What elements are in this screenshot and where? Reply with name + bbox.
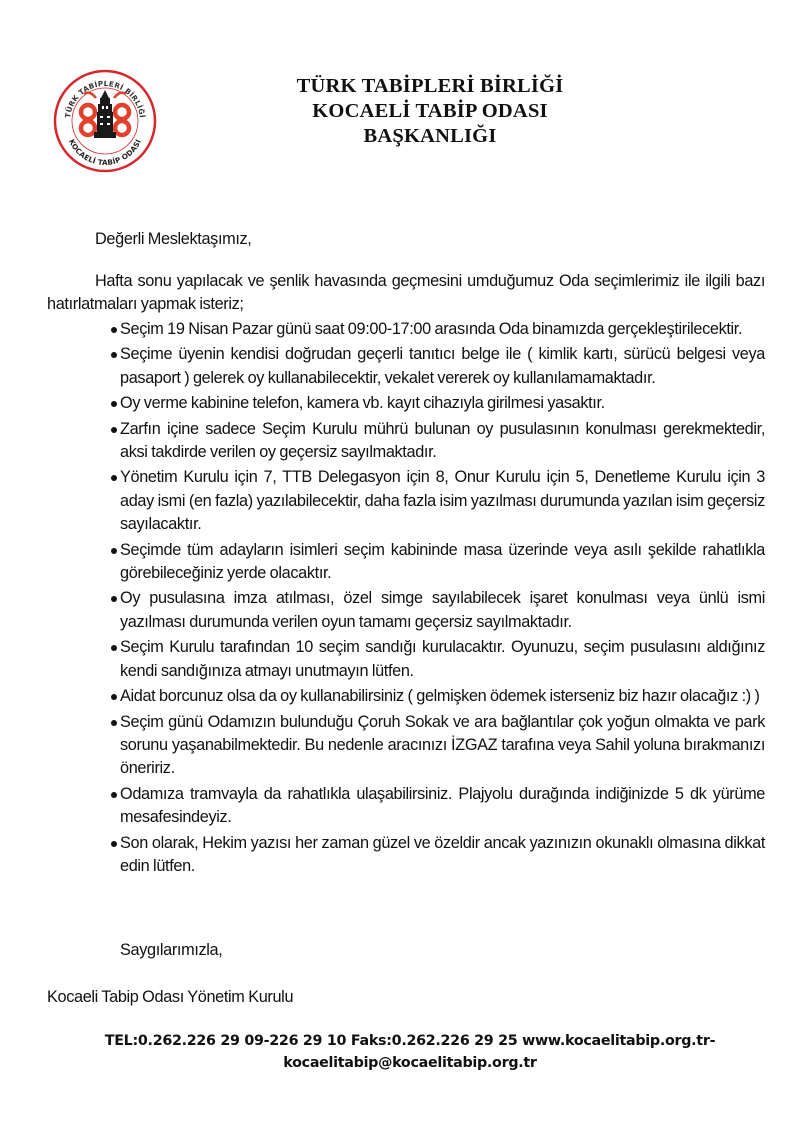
bullet-icon [111, 596, 117, 602]
bullet-icon [111, 475, 117, 481]
bullet-icon [111, 427, 117, 433]
reminder-list [98, 318, 765, 880]
kocaeli-tabip-odasi-emblem-icon [52, 68, 158, 174]
list-item [98, 587, 765, 634]
list-item-text: Oy verme kabinine telefon, kamera vb. kayıt cihazıyla girilmesi yasaktır. [120, 394, 605, 413]
list-item-text: Seçim Kurulu tarafından 10 seçim sandığı kurulacaktır. Oyunuzu, seçim pusulasını aldığınız kendi sandığınıza atmayı unutmayın lütfen. [120, 638, 765, 680]
list-item-text: Seçimde tüm adayların isimleri seçim kabininde masa üzerinde veya asılı şekilde rahatlıkla görebileceğiniz yerde olacaktır. [120, 540, 765, 583]
list-item [98, 711, 765, 781]
bullet-icon [111, 327, 117, 333]
signature: Kocaeli Tabip Odası Yönetim Kurulu [47, 988, 294, 1006]
bullet-icon [111, 720, 117, 726]
list-item [98, 466, 765, 536]
list-item [98, 392, 765, 415]
bullet-icon [111, 548, 117, 554]
header-line-organization: TÜRK TABİPLERİ BİRLİĞİ [296, 75, 564, 97]
list-item-text: Son olarak, Hekim yazısı her zaman güzel ve özeldir ancak yazınızın okunaklı olmasına dikkat edin lütfen. [120, 833, 765, 875]
list-item [98, 539, 765, 586]
bullet-icon [111, 401, 117, 407]
list-item-text: Yönetim Kurulu için 7, TTB Delegasyon için 8, Onur Kurulu için 5, Denetleme Kurulu için 3 aday ismi (en fazla) yazılabilecektir, daha fazla isim yazılması durumunda yazılan isim geçersiz sayılacaktır. [120, 468, 765, 534]
list-item [98, 685, 765, 708]
list-item-text: Seçim günü Odamızın bulunduğu Çoruh Sokak ve ara bağlantılar çok yoğun olmakta ve park sorunu yaşanabilmektedir. Bu nedenle aracınızı İZGAZ tarafına veya Sahil yoluna bırakmanızı öneririz. [120, 712, 765, 778]
bullet-icon [111, 645, 117, 651]
salutation: Değerli Meslektaşımız, [95, 230, 252, 248]
list-item [98, 418, 765, 465]
list-item [98, 636, 765, 683]
list-item-text: Aidat borcunuz olsa da oy kullanabilirsiniz ( gelmişken ödemek isterseniz biz hazır olacağız :) ) [120, 687, 760, 706]
list-item [98, 318, 765, 341]
list-item-text: Odamıza tramvayla da rahatlıkla ulaşabilirsiniz. Plajyolu durağında indiğinizde 5 dk yürüme mesafesindeyiz. [120, 784, 765, 827]
header-line-presidency: BAŞKANLIĞI [363, 125, 497, 147]
bullet-icon [111, 841, 117, 847]
svg-text:KOCAELİ TABİP ODASI: KOCAELİ TABİP ODASI [67, 137, 143, 168]
bullet-icon [111, 352, 117, 358]
list-item-text: Oy pusulasına imza atılması, özel simge sayılabilecek işaret konulması veya ünlü ismi yazılması durumunda verilen oyun tamamı geçersiz sayılmaktadır. [120, 589, 765, 631]
footer-phone-fax-web: TEL:0.262.226 29 09-226 29 10 Faks:0.262.226 29 25 www.kocaelitabip.org.tr- [104, 1033, 716, 1049]
list-item-text: Seçime üyenin kendisi doğrudan geçerli tanıtıcı belge ile ( kimlik kartı, sürücü belgesi veya pasaport ) gelerek oy kullanabilecektir, vekalet vererek oy kullanılamamaktadır. [120, 345, 765, 387]
list-item [98, 343, 765, 390]
intro-paragraph: Hafta sonu yapılacak ve şenlik havasında geçmesini umduğumuz Oda seçimlerimiz ile ilgili bazı hatırlatmaları yapmak isteriz; [47, 272, 765, 314]
letterhead-title [230, 74, 630, 149]
list-item [98, 783, 765, 830]
bullet-icon [111, 792, 117, 798]
contact-footer [40, 1030, 780, 1074]
footer-email: kocaelitabip@kocaelitabip.org.tr [283, 1055, 537, 1071]
list-item [98, 832, 765, 879]
header-line-chamber: KOCAELİ TABİP ODASI [312, 100, 548, 122]
bullet-icon [111, 694, 117, 700]
list-item-text: Seçim 19 Nisan Pazar günü saat 09:00-17:00 arasında Oda binamızda gerçekleştirilecektir. [120, 320, 743, 338]
list-item-text: Zarfın içine sadece Seçim Kurulu mührü bulunan oy pusulasının konulması gerekmektedir, aksi takdirde verilen oy geçersiz sayılmaktadır. [120, 419, 765, 462]
organization-logo [52, 68, 158, 174]
closing: Saygılarımızla, [120, 941, 223, 959]
svg-text:TÜRK TABİPLERİ BİRLİĞİ: TÜRK TABİPLERİ BİRLİĞİ [63, 78, 147, 119]
